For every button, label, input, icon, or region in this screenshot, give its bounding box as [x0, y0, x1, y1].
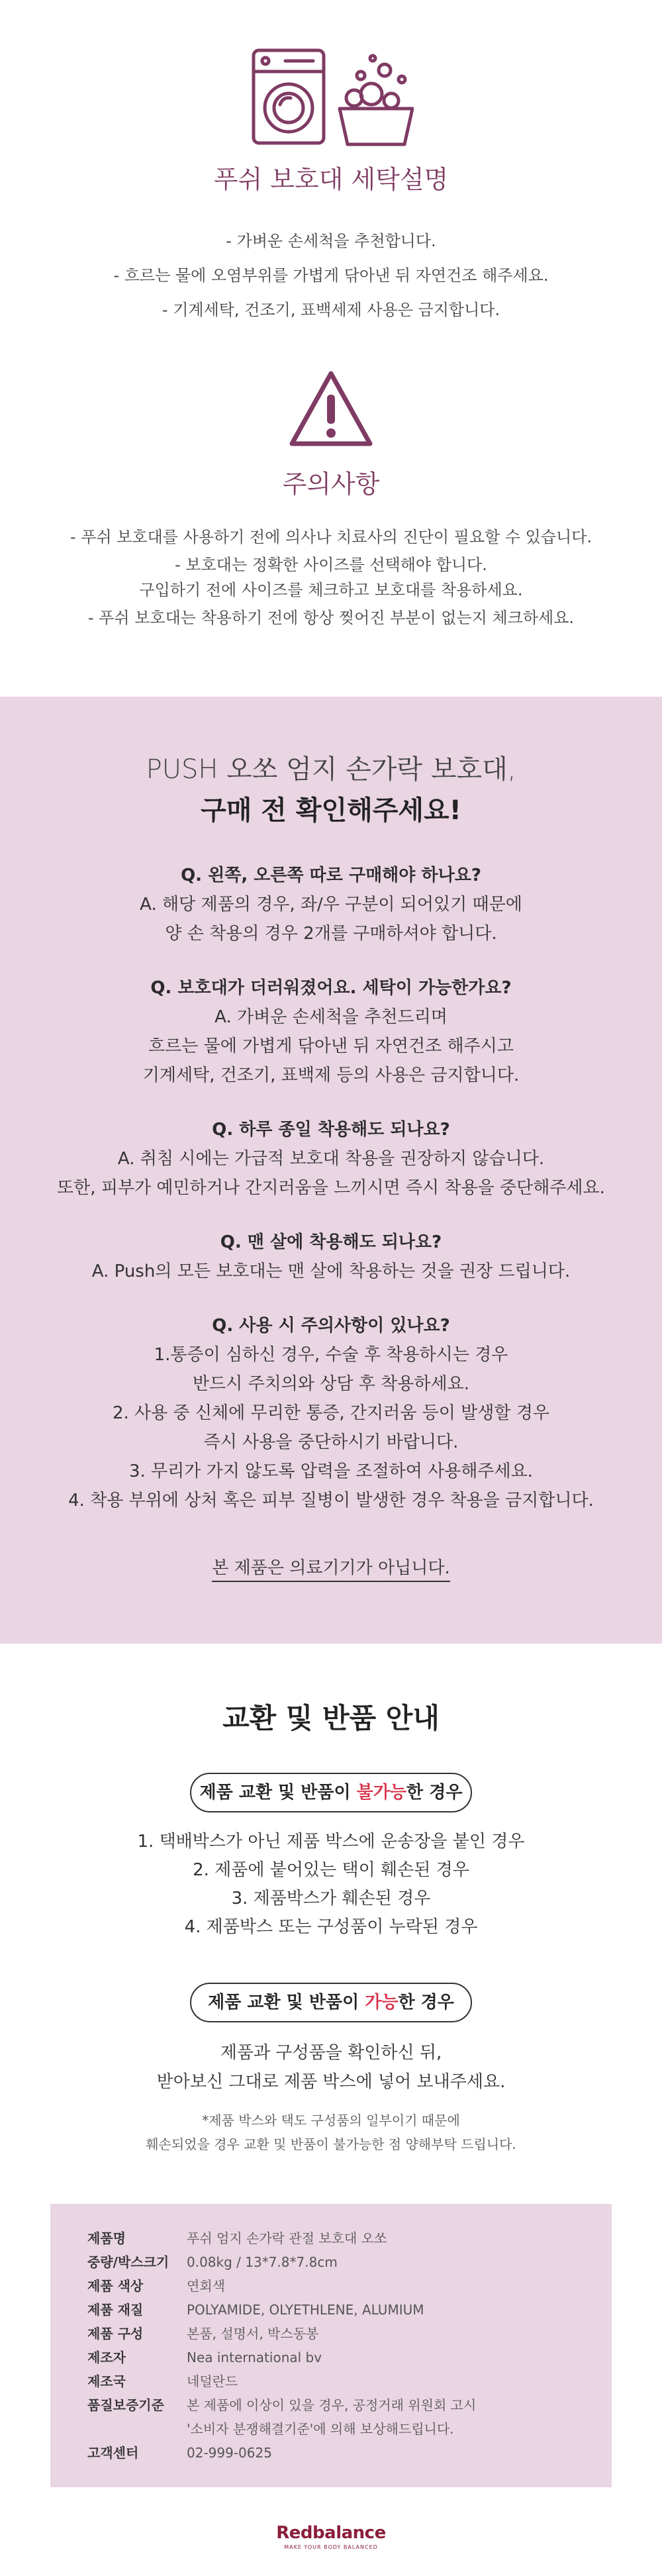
info-value: '소비자 분쟁해결기준'에 의해 보상해드립니다.	[187, 2421, 454, 2437]
info-value: 연회색	[187, 2278, 225, 2294]
faq-answer-line: 양 손 착용의 경우 2개를 구매하셔야 합니다.	[165, 924, 497, 944]
pill-suffix: 한 경우	[398, 1993, 454, 2012]
caution-line: - 보호대는 정확한 사이즈를 선택해야 합니다.	[175, 556, 487, 574]
faq-answer-line: 반드시 주치의와 상담 후 착용하세요.	[192, 1374, 470, 1394]
washing-machine-icon	[248, 45, 414, 151]
faq-answer-line: A. Push의 모든 보호대는 맨 살에 착용하는 것을 권장 드립니다.	[91, 1262, 571, 1281]
list-item: 2. 제품에 붙어있는 택이 훼손된 경우	[193, 1860, 469, 1880]
logo-tagline: MAKE YOUR BODY BALANCED	[284, 2544, 378, 2550]
logo-name: Redbalance	[276, 2523, 386, 2543]
info-value: 02-999-0625	[187, 2445, 272, 2461]
info-key: 제조국	[87, 2373, 126, 2389]
faq-item	[0, 1228, 662, 1286]
medical-device-note	[0, 1554, 662, 1579]
faq-item	[0, 1115, 662, 1203]
info-row	[87, 2417, 591, 2441]
info-key: 제품 색상	[87, 2278, 144, 2294]
faq-answer-line: 1.통증이 심하신 경우, 수술 후 착용하시는 경우	[154, 1345, 508, 1365]
faq-subheading: 구매 전 확인해주세요!	[201, 795, 461, 826]
washing-line: - 가벼운 손세척을 추천합니다.	[226, 232, 436, 250]
caution-line: - 푸쉬 보호대는 착용하기 전에 항상 찢어진 부분이 없는지 체크하세요.	[87, 609, 575, 627]
faq-answer-line: 4. 착용 부위에 상처 혹은 피부 질병이 발생한 경우 착용을 금지합니다.	[68, 1491, 594, 1511]
list-item: 1. 택배박스가 아닌 제품 박스에 운송장을 붙인 경우	[137, 1832, 525, 1852]
faq-question: Q. 보호대가 더러워졌어요. 세탁이 가능한가요?	[150, 978, 512, 998]
washing-title: 푸쉬 보호대 세탁설명	[213, 165, 449, 194]
caution-title: 주의사항	[282, 470, 380, 499]
faq-question: Q. 사용 시 주의사항이 있나요?	[212, 1316, 450, 1336]
info-key: 제품명	[87, 2230, 126, 2246]
info-row	[87, 2226, 591, 2250]
info-row	[87, 2298, 591, 2322]
faq-question: Q. 맨 살에 착용해도 되나요?	[220, 1232, 442, 1252]
washing-instructions	[0, 224, 662, 327]
info-row	[87, 2322, 591, 2346]
info-value: 본품, 설명서, 박스동봉	[187, 2326, 319, 2342]
washing-line: - 흐르는 물에 오염부위를 가볍게 닦아낸 뒤 자연건조 해주세요.	[113, 266, 549, 285]
faq-answer-line: 또한, 피부가 예민하거나 간지러움을 느끼시면 즉시 착용을 중단해주세요.	[57, 1178, 605, 1198]
faq-answer-line: 3. 무리가 가지 않도록 압력을 조절하여 사용해주세요.	[128, 1461, 534, 1481]
possible-pill	[190, 1983, 472, 2022]
info-row	[87, 2369, 591, 2393]
caution-line: 구입하기 전에 사이즈를 체크하고 보호대를 착용하세요.	[139, 581, 523, 599]
info-row	[87, 2250, 591, 2274]
info-row	[87, 2393, 591, 2417]
info-value: 푸쉬 엄지 손가락 관절 보호대 오쏘	[187, 2230, 387, 2246]
pill-prefix: 제품 교환 및 반품이	[199, 1783, 357, 1803]
possible-list	[0, 2038, 662, 2097]
faq-answer-line: 기계세탁, 건조기, 표백제 등의 사용은 금지합니다.	[142, 1065, 520, 1085]
faq-item	[0, 861, 662, 948]
faq-item	[0, 973, 662, 1090]
not-possible-pill	[190, 1773, 472, 1812]
faq-answer-line: 2. 사용 중 신체에 무리한 통증, 간지러움 등이 발생할 경우	[112, 1403, 549, 1423]
info-key: 품질보증기준	[87, 2397, 164, 2413]
brand-logo	[0, 2523, 662, 2550]
info-value: 본 제품에 이상이 있을 경우, 공정거래 위원회 고시	[187, 2397, 477, 2413]
info-row	[87, 2274, 591, 2298]
faq-answer-line: A. 취침 시에는 가급적 보호대 착용을 권장하지 않습니다.	[117, 1149, 545, 1169]
washing-line: - 기계세탁, 건조기, 표백세제 사용은 금지합니다.	[162, 301, 500, 319]
info-row	[87, 2346, 591, 2369]
pill-highlight: 불가능	[356, 1783, 407, 1803]
faq-answer-line: 흐르는 물에 가볍게 닦아낸 뒤 자연건조 해주시고	[148, 1036, 514, 1056]
info-row	[87, 2441, 591, 2465]
footnote-line: *제품 박스와 택도 구성품의 일부이기 때문에	[202, 2112, 460, 2128]
info-value: POLYAMIDE, OLYETHLENE, ALUMIUM	[187, 2302, 424, 2318]
info-key: 중량/박스크기	[87, 2254, 169, 2270]
caution-list	[0, 522, 662, 633]
caution-section	[0, 344, 662, 695]
faq-item	[0, 1311, 662, 1515]
list-item: 제품과 구성품을 확인하신 뒤,	[220, 2043, 442, 2063]
list-item: 3. 제품박스가 훼손된 경우	[231, 1889, 431, 1908]
info-key: 고객센터	[87, 2445, 139, 2461]
product-info-table	[50, 2204, 612, 2487]
faq-section	[0, 697, 662, 1644]
pill-prefix: 제품 교환 및 반품이	[208, 1993, 365, 2012]
faq-answer-line: A. 가벼운 손세척을 추천드리며	[214, 1007, 448, 1027]
faq-answer-line: 즉시 사용을 중단하시기 바랍니다.	[203, 1432, 459, 1452]
info-key: 제조자	[87, 2350, 126, 2365]
info-value: 0.08kg / 13*7.8*7.8cm	[187, 2254, 338, 2270]
faq-list	[0, 861, 662, 1540]
faq-answer-line: A. 해당 제품의 경우, 좌/우 구분이 되어있기 때문에	[140, 895, 522, 915]
faq-question: Q. 하루 종일 착용해도 되나요?	[212, 1120, 450, 1140]
info-value: Nea international bv	[187, 2350, 322, 2365]
not-possible-list	[0, 1828, 662, 1942]
info-value: 네덜란드	[187, 2373, 238, 2389]
faq-question: Q. 왼쪽, 오른쪽 따로 구매해야 하나요?	[181, 866, 481, 885]
returns-title: 교환 및 반품 안내	[222, 1702, 440, 1734]
medical-device-note-text: 본 제품은 의료기기가 아닙니다.	[212, 1558, 450, 1582]
pill-suffix: 한 경우	[406, 1783, 463, 1803]
returns-section	[0, 1644, 662, 2200]
list-item: 받아보신 그대로 제품 박스에 넣어 보내주세요.	[156, 2072, 506, 2092]
info-key: 제품 재질	[87, 2302, 144, 2318]
pill-highlight: 가능	[365, 1993, 399, 2012]
footnote-line: 훼손되었을 경우 교환 및 반품이 불가능한 점 양해부탁 드립니다.	[146, 2136, 516, 2152]
returns-footnote	[0, 2108, 662, 2156]
info-key: 제품 구성	[87, 2326, 144, 2342]
list-item: 4. 제품박스 또는 구성품이 누락된 경우	[184, 1917, 478, 1937]
caution-line: - 푸쉬 보호대를 사용하기 전에 의사나 치료사의 진단이 필요할 수 있습니다.	[70, 528, 592, 546]
warning-triangle-icon	[287, 368, 375, 450]
faq-heading: PUSH 오쏘 엄지 손가락 보호대,	[146, 754, 516, 785]
washing-section	[0, 0, 662, 344]
